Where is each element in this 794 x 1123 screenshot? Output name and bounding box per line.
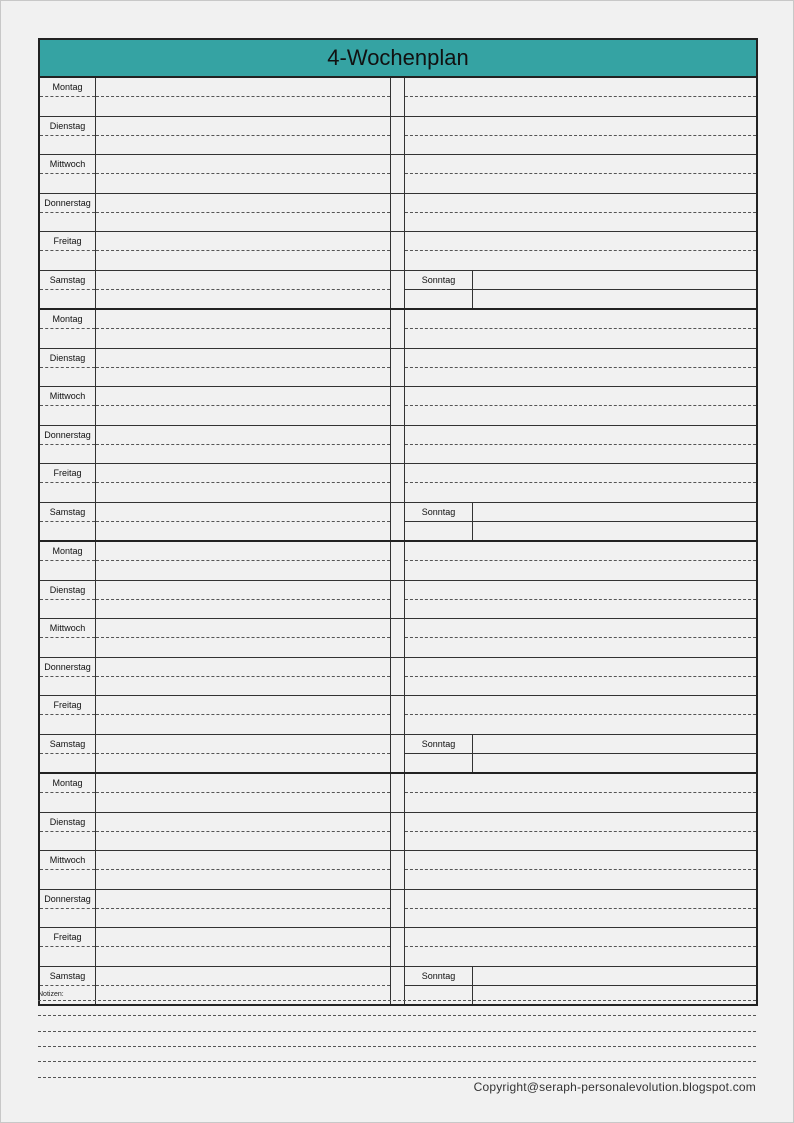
day-label-cell — [40, 813, 96, 851]
day-entry-main[interactable] — [96, 542, 391, 580]
day-check-column[interactable] — [391, 387, 405, 425]
day-check-column[interactable] — [391, 310, 405, 348]
note-line[interactable] — [38, 1061, 756, 1062]
day-check-column[interactable] — [391, 928, 405, 966]
day-entry-main[interactable] — [96, 117, 391, 155]
day-label: Donnerstag — [40, 426, 95, 445]
day-check-column[interactable] — [391, 851, 405, 889]
day-label: Samstag — [40, 271, 95, 290]
day-label-cell — [40, 349, 96, 387]
day-entry-side[interactable] — [405, 78, 756, 116]
day-label: Freitag — [40, 696, 95, 715]
day-entry-main[interactable] — [96, 619, 391, 657]
day-check-column[interactable] — [391, 774, 405, 812]
day-entry-side[interactable] — [405, 232, 756, 270]
day-label-cell — [40, 117, 96, 155]
day-label: Montag — [40, 774, 95, 793]
day-entry-side[interactable] — [405, 194, 756, 232]
day-entry-main[interactable] — [96, 928, 391, 966]
day-entry-side[interactable] — [405, 542, 756, 580]
day-check-column[interactable] — [391, 271, 405, 309]
day-row — [40, 774, 756, 813]
day-row — [40, 78, 756, 117]
sunday-label-cell — [405, 271, 473, 309]
day-label: Montag — [40, 310, 95, 329]
note-line[interactable] — [38, 1077, 756, 1078]
sunday-label-cell — [405, 967, 473, 1005]
day-label-cell — [40, 232, 96, 270]
sunday-label: Sonntag — [405, 967, 472, 986]
note-line[interactable] — [38, 1000, 756, 1001]
day-row — [40, 813, 756, 852]
day-entry-side[interactable] — [405, 155, 756, 193]
day-row — [40, 349, 756, 388]
sunday-label-cell — [405, 735, 473, 773]
day-row — [40, 387, 756, 426]
day-row — [40, 619, 756, 658]
day-entry-side[interactable] — [405, 696, 756, 734]
day-entry-main[interactable] — [96, 349, 391, 387]
day-entry-main[interactable] — [96, 426, 391, 464]
day-label: Donnerstag — [40, 194, 95, 213]
day-label: Dienstag — [40, 349, 95, 368]
day-label-cell — [40, 542, 96, 580]
day-entry-main[interactable] — [96, 194, 391, 232]
day-label-cell — [40, 851, 96, 889]
sunday-entry[interactable] — [473, 735, 756, 773]
day-check-column[interactable] — [391, 813, 405, 851]
day-label-cell — [40, 503, 96, 541]
sunday-entry[interactable] — [473, 271, 756, 309]
day-label: Samstag — [40, 503, 95, 522]
day-label-cell — [40, 78, 96, 116]
day-label-cell — [40, 735, 96, 773]
note-line[interactable] — [38, 1015, 756, 1016]
day-entry-side[interactable] — [405, 117, 756, 155]
day-check-column[interactable] — [391, 619, 405, 657]
day-label-cell — [40, 426, 96, 464]
day-entry-side[interactable] — [405, 310, 756, 348]
day-entry-side[interactable] — [405, 928, 756, 966]
sunday-label: Sonntag — [405, 503, 472, 522]
weeks-container — [40, 78, 756, 1004]
day-label: Mittwoch — [40, 619, 95, 638]
day-entry-main[interactable] — [96, 232, 391, 270]
day-entry-main[interactable] — [96, 890, 391, 928]
day-entry-main[interactable] — [96, 271, 391, 309]
week-block — [40, 772, 756, 1004]
day-check-column[interactable] — [391, 194, 405, 232]
sunday-entry[interactable] — [473, 503, 756, 541]
week-planner — [38, 38, 758, 1006]
day-entry-side[interactable] — [405, 426, 756, 464]
week-block — [40, 540, 756, 772]
day-entry-main[interactable] — [96, 774, 391, 812]
day-entry-side[interactable] — [405, 774, 756, 812]
day-entry-side[interactable] — [405, 464, 756, 502]
day-row — [40, 426, 756, 465]
day-entry-main[interactable] — [96, 581, 391, 619]
copyright-text: Copyright@seraph-personalevolution.blogspot.com — [473, 1080, 756, 1094]
day-label: Dienstag — [40, 813, 95, 832]
day-row — [40, 696, 756, 735]
day-check-column[interactable] — [391, 78, 405, 116]
day-label-cell — [40, 928, 96, 966]
day-entry-side[interactable] — [405, 387, 756, 425]
day-entry-main[interactable] — [96, 155, 391, 193]
day-label: Donnerstag — [40, 658, 95, 677]
day-label-cell — [40, 464, 96, 502]
day-row — [40, 117, 756, 156]
notes-label: Notizen: — [38, 991, 64, 998]
note-line[interactable] — [38, 1031, 756, 1032]
sunday-label-cell — [405, 503, 473, 541]
day-label-cell — [40, 155, 96, 193]
week-block — [40, 308, 756, 540]
planner-title: 4-Wochenplan — [40, 40, 756, 78]
day-row — [40, 890, 756, 929]
sunday-label: Sonntag — [405, 735, 472, 754]
day-check-column[interactable] — [391, 658, 405, 696]
day-check-column[interactable] — [391, 581, 405, 619]
day-row — [40, 155, 756, 194]
day-entry-main[interactable] — [96, 696, 391, 734]
day-label-cell — [40, 967, 96, 1005]
day-label-cell — [40, 310, 96, 348]
day-row — [40, 271, 756, 309]
day-row — [40, 735, 756, 773]
day-check-column[interactable] — [391, 426, 405, 464]
sunday-entry[interactable] — [473, 967, 756, 1005]
day-entry-main[interactable] — [96, 967, 391, 1005]
day-check-column[interactable] — [391, 117, 405, 155]
note-line[interactable] — [38, 1046, 756, 1047]
day-entry-side[interactable] — [405, 581, 756, 619]
day-label: Mittwoch — [40, 851, 95, 870]
day-label: Dienstag — [40, 581, 95, 600]
day-entry-side[interactable] — [405, 619, 756, 657]
day-entry-main[interactable] — [96, 310, 391, 348]
day-row — [40, 464, 756, 503]
day-check-column[interactable] — [391, 696, 405, 734]
day-label-cell — [40, 194, 96, 232]
day-entry-side[interactable] — [405, 890, 756, 928]
day-label-cell — [40, 581, 96, 619]
day-label: Mittwoch — [40, 155, 95, 174]
day-label-cell — [40, 774, 96, 812]
day-entry-side[interactable] — [405, 813, 756, 851]
day-entry-main[interactable] — [96, 78, 391, 116]
day-label: Donnerstag — [40, 890, 95, 909]
day-entry-main[interactable] — [96, 464, 391, 502]
day-row — [40, 581, 756, 620]
day-entry-main[interactable] — [96, 387, 391, 425]
day-label: Freitag — [40, 928, 95, 947]
day-check-column[interactable] — [391, 890, 405, 928]
day-check-column[interactable] — [391, 967, 405, 1005]
day-check-column[interactable] — [391, 155, 405, 193]
day-check-column[interactable] — [391, 542, 405, 580]
day-entry-side[interactable] — [405, 658, 756, 696]
day-entry-side[interactable] — [405, 349, 756, 387]
day-row — [40, 658, 756, 697]
day-label-cell — [40, 271, 96, 309]
day-row — [40, 542, 756, 581]
day-label: Mittwoch — [40, 387, 95, 406]
day-row — [40, 194, 756, 233]
day-label: Freitag — [40, 232, 95, 251]
day-label: Montag — [40, 542, 95, 561]
sunday-label: Sonntag — [405, 271, 472, 290]
day-label: Freitag — [40, 464, 95, 483]
day-check-column[interactable] — [391, 464, 405, 502]
day-row — [40, 310, 756, 349]
day-label: Samstag — [40, 735, 95, 754]
day-check-column[interactable] — [391, 232, 405, 270]
day-entry-main[interactable] — [96, 813, 391, 851]
day-entry-main[interactable] — [96, 658, 391, 696]
day-row — [40, 232, 756, 271]
day-entry-main[interactable] — [96, 851, 391, 889]
day-label-cell — [40, 658, 96, 696]
day-row — [40, 851, 756, 890]
day-entry-main[interactable] — [96, 735, 391, 773]
day-label: Samstag — [40, 967, 95, 986]
day-label-cell — [40, 890, 96, 928]
day-check-column[interactable] — [391, 349, 405, 387]
day-entry-main[interactable] — [96, 503, 391, 541]
day-entry-side[interactable] — [405, 851, 756, 889]
day-label-cell — [40, 619, 96, 657]
day-row — [40, 967, 756, 1005]
day-label-cell — [40, 387, 96, 425]
day-row — [40, 503, 756, 541]
day-check-column[interactable] — [391, 503, 405, 541]
day-check-column[interactable] — [391, 735, 405, 773]
day-label-cell — [40, 696, 96, 734]
day-label: Montag — [40, 78, 95, 97]
day-label: Dienstag — [40, 117, 95, 136]
day-row — [40, 928, 756, 967]
week-block — [40, 78, 756, 308]
